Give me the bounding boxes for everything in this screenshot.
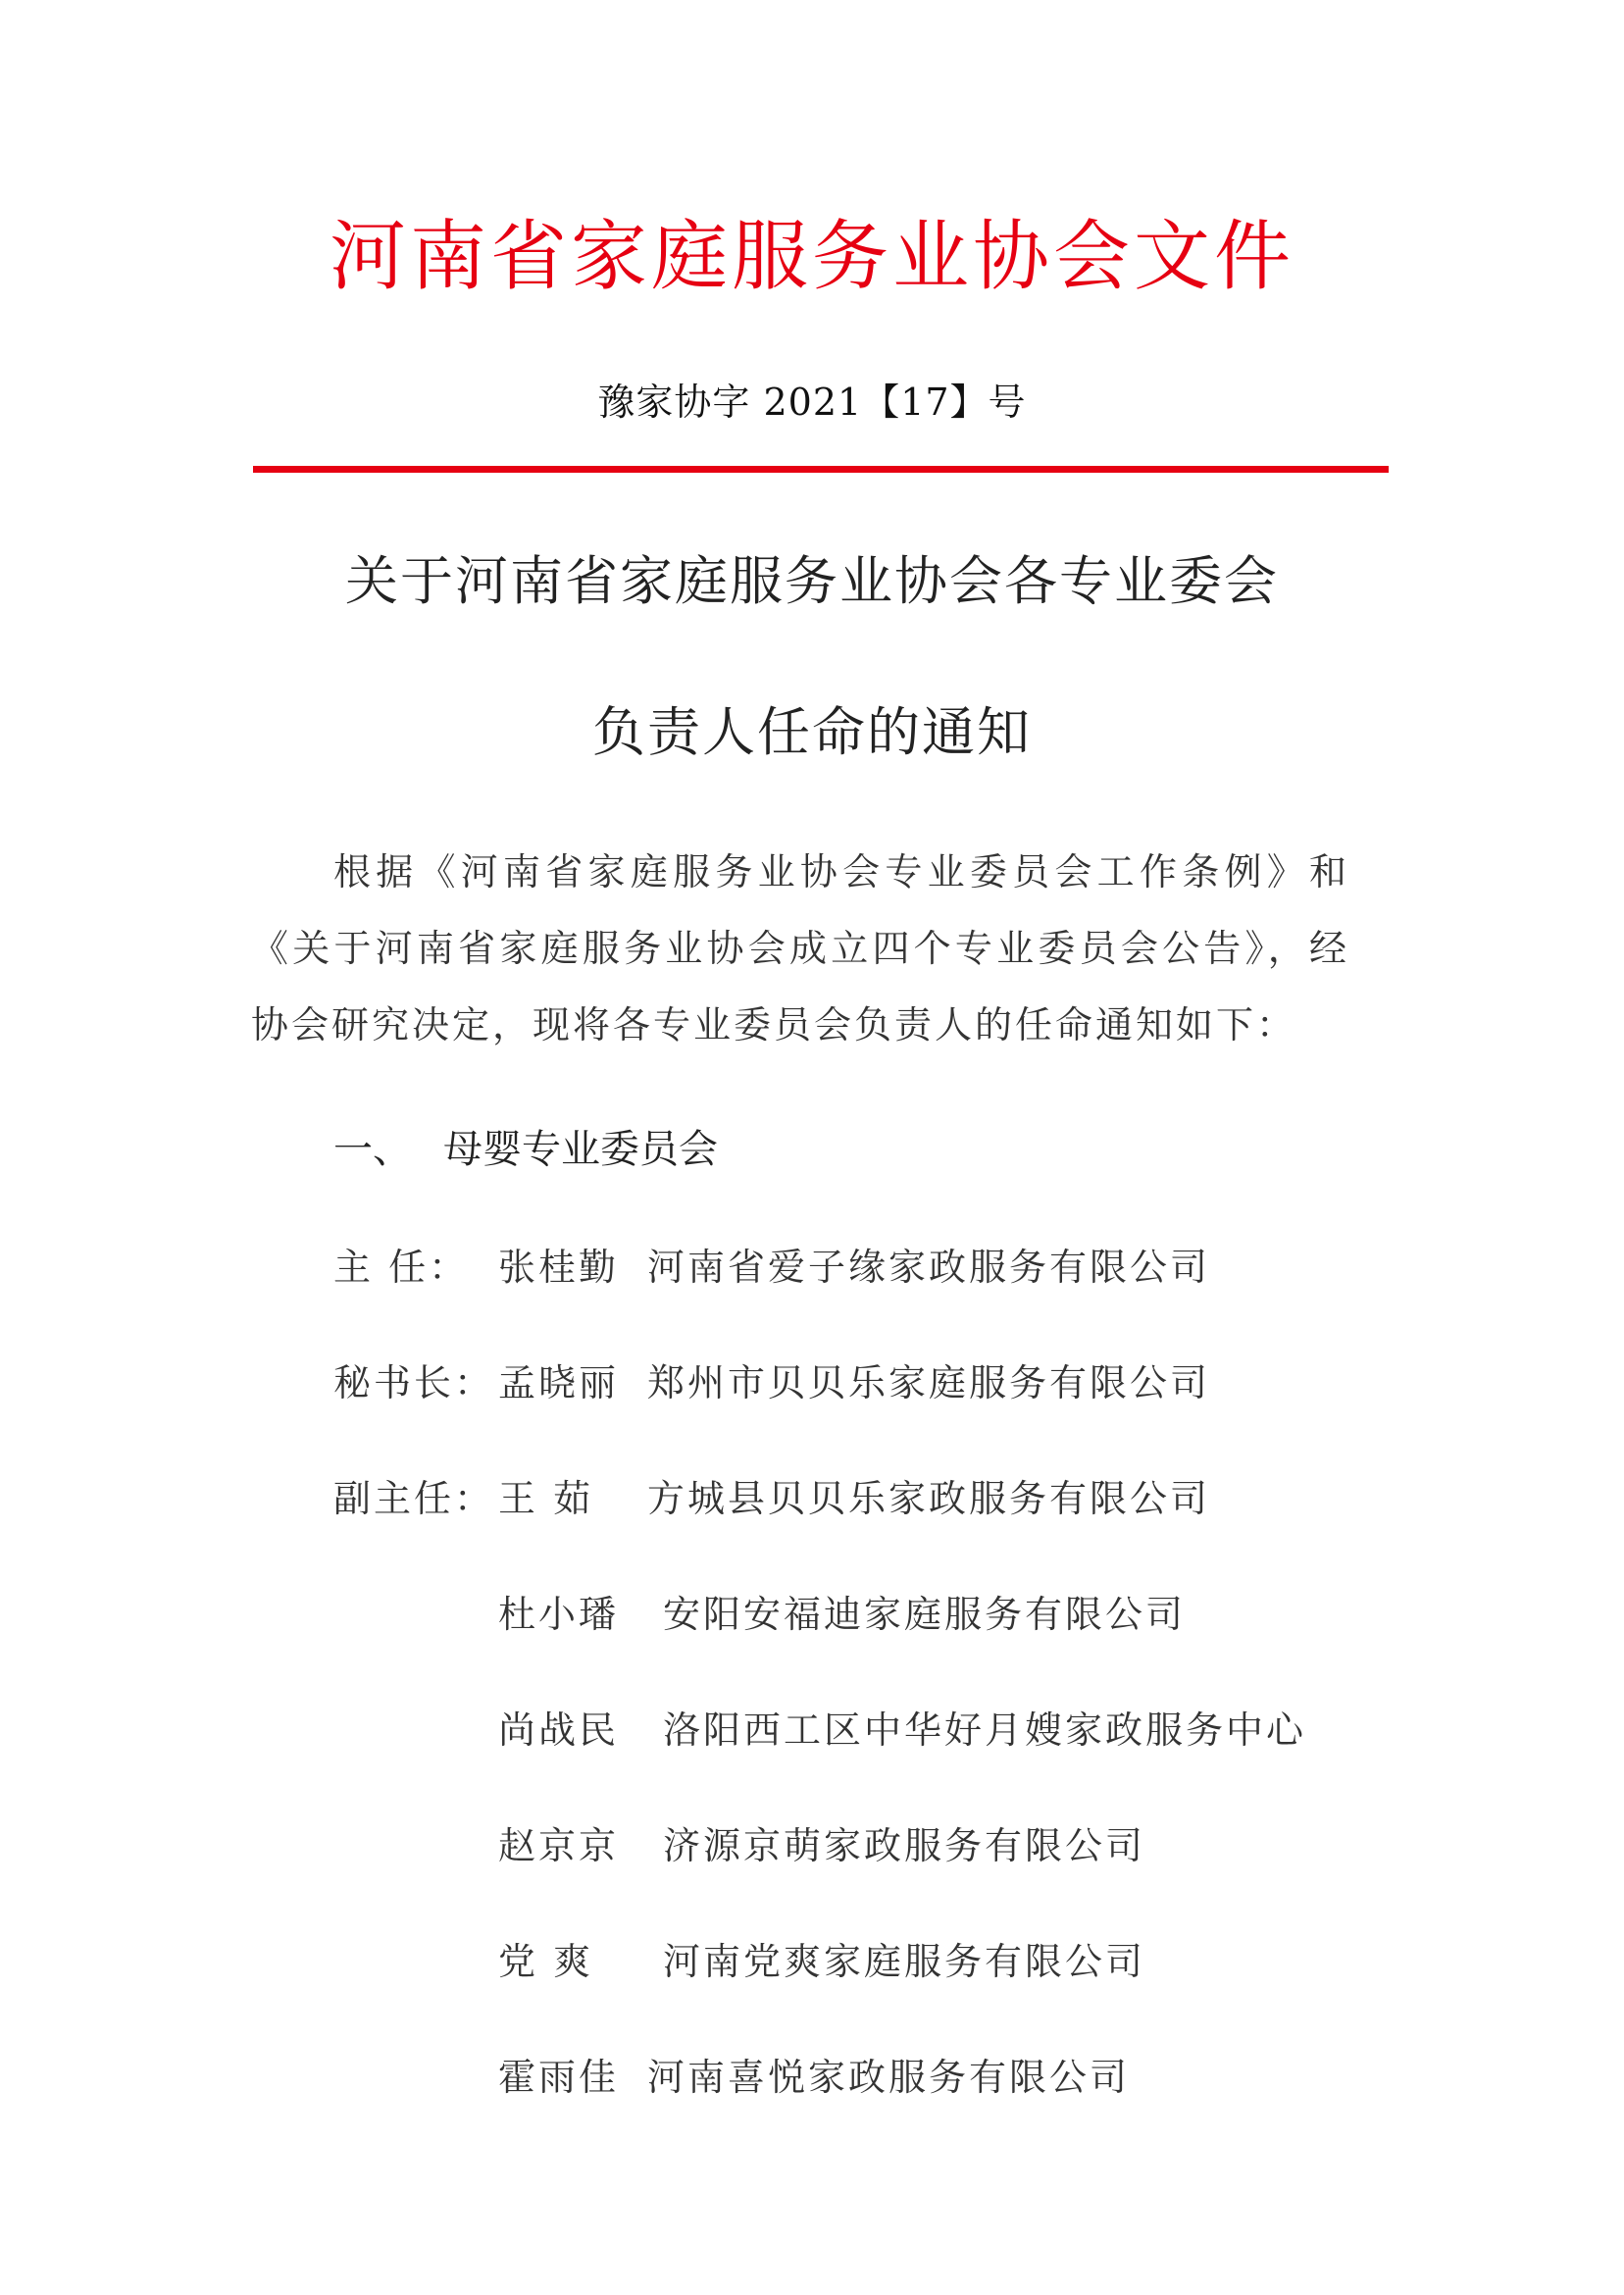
org-header-title: 河南省家庭服务业协会文件 [329,213,1294,301]
member-row [333,1818,1145,1873]
section-heading [333,1120,718,1179]
member-company: 河南党爽家庭服务有限公司 [663,1940,1146,1983]
member-company: 方城县贝贝乐家政服务有限公司 [647,1477,1211,1520]
member-company: 河南省爱子缘家政服务有限公司 [647,1246,1211,1289]
section-number: 一、 [333,1127,412,1172]
body-paragraph: 根据《河南省家庭服务业协会专业委员会工作条例》和《关于河南省家庭服务业协会成立四个专业委员会公告》，经协会研究决定，现将各专业委员会负责人的任命通知如下： [251,850,1349,1046]
member-name: 杜小璠 [498,1593,620,1636]
member-row [333,1240,1210,1295]
member-company: 济源京萌家政服务有限公司 [663,1824,1146,1867]
member-name: 党 爽 [498,1940,594,1983]
member-row [333,1703,1306,1758]
member-company: 安阳安福迪家庭服务有限公司 [663,1593,1187,1636]
member-company: 洛阳西工区中华好月嫂家政服务中心 [663,1708,1307,1752]
notice-title-line-2: 负责人任命的通知 [592,701,1032,763]
member-company: 郑州市贝贝乐家庭服务有限公司 [647,1361,1211,1404]
member-row [333,1471,1210,1526]
member-row [333,2050,1130,2105]
member-name: 张桂勤 [498,1246,620,1289]
document-number: 豫家协字 2021【17】号 [597,381,1027,424]
member-row [333,1587,1186,1642]
member-role: 副主任： [333,1477,495,1520]
member-role: 主 任： [333,1246,470,1289]
member-row [333,1355,1210,1410]
member-name: 尚战民 [498,1708,620,1752]
notice-title-line-1: 关于河南省家庭服务业协会各专业委会 [345,550,1279,612]
red-divider-line [253,466,1389,473]
section-title: 母婴专业委员会 [443,1127,718,1172]
member-name: 赵京京 [498,1824,620,1867]
member-name: 王 茹 [498,1477,594,1520]
member-row [333,1934,1145,1989]
member-name: 霍雨佳 [498,2056,620,2099]
member-name: 孟晓丽 [498,1361,620,1404]
member-company: 河南喜悦家政服务有限公司 [647,2056,1131,2099]
member-role: 秘书长： [333,1361,495,1404]
